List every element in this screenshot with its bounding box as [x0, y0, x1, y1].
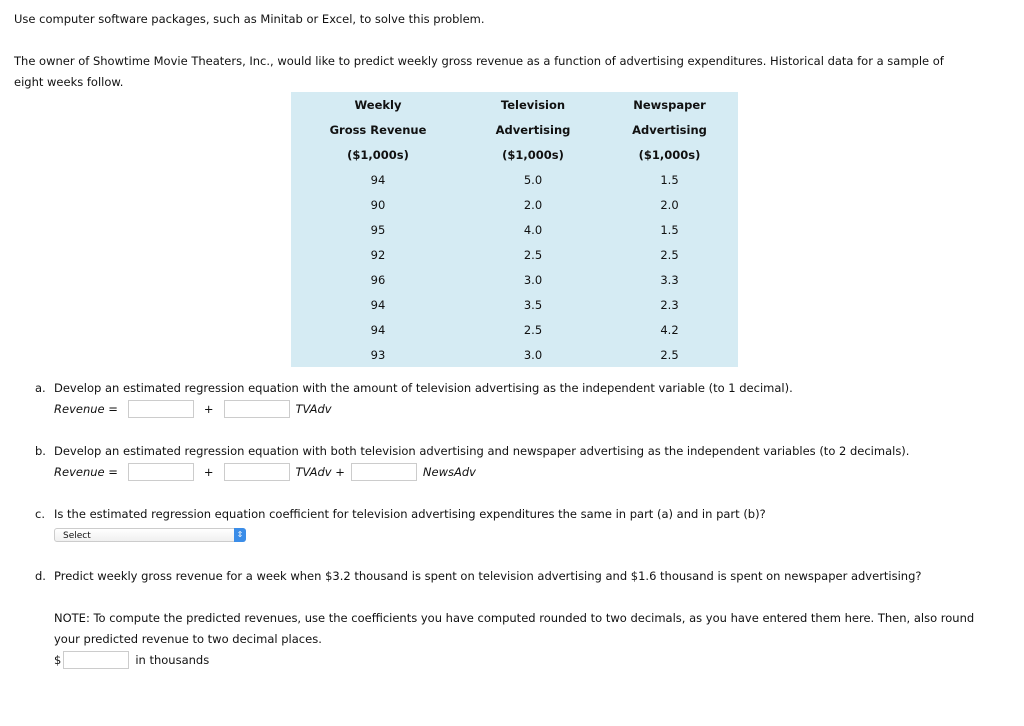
part-b-question: Develop an estimated regression equation with both television advertising and newspaper advertising as the independent variables (to 2 decimals).: [54, 444, 910, 458]
data-table: [291, 92, 738, 367]
revenue-label: Revenue =: [54, 402, 118, 416]
column-header: ($1,000s): [347, 147, 409, 162]
table-cell: 1.5: [660, 222, 679, 237]
table-cell: 95: [370, 222, 386, 237]
table-cell: 2.5: [523, 322, 543, 337]
table-row: [291, 167, 738, 192]
table-cell: 3.5: [523, 297, 543, 312]
column-header: Newspaper: [633, 97, 706, 112]
table-cell: 92: [370, 247, 386, 262]
table-cell: 4.0: [523, 222, 543, 237]
newsadv-label: NewsAdv: [422, 465, 476, 479]
answer-select[interactable]: [54, 528, 246, 542]
table-cell: 1.5: [660, 172, 679, 187]
table-cell: 2.3: [660, 297, 679, 312]
table-cell: 4.2: [660, 322, 679, 337]
part-b-letter: b.: [35, 444, 46, 458]
column-header: Gross Revenue: [329, 122, 427, 137]
table-cell: 94: [370, 172, 386, 187]
part-c-letter: c.: [35, 507, 45, 521]
a-intercept-input[interactable]: [128, 400, 194, 418]
problem-text: The owner of Showtime Movie Theaters, Inc., would like to predict weekly gross revenue as a function of advertising expenditures. Historical data for a sample of: [14, 54, 944, 68]
table-cell: 5.0: [523, 172, 543, 187]
b-tv-coefficient-input[interactable]: [224, 463, 290, 481]
part-d-letter: d.: [35, 569, 46, 583]
table-cell: 2.5: [660, 247, 679, 262]
table-row: [291, 217, 738, 242]
table-cell: 93: [370, 347, 386, 362]
column-header: Advertising: [495, 122, 571, 137]
table-cell: 94: [370, 297, 386, 312]
unit-label: in thousands: [135, 653, 210, 667]
column-header: Advertising: [632, 122, 707, 137]
note-text: NOTE: To compute the predicted revenues, use the coefficients you have computed rounded to two decimals, as you have entered them here. Then, also round: [54, 611, 975, 625]
table-row: [291, 317, 738, 342]
b-intercept-input[interactable]: [128, 463, 194, 481]
header-row: [291, 142, 738, 167]
table-cell: 3.0: [523, 272, 543, 287]
a-tv-coefficient-input[interactable]: [224, 400, 290, 418]
plus-sign: +: [203, 465, 214, 479]
b-news-coefficient-input[interactable]: [351, 463, 417, 481]
part-a-letter: a.: [35, 381, 46, 395]
tvadv-label: TVAdv: [295, 402, 332, 416]
dollar-sign: $: [54, 653, 62, 667]
plus-sign: +: [203, 402, 214, 416]
table-row: [291, 292, 738, 317]
part-c-question: Is the estimated regression equation coefficient for television advertising expenditures the same in part (a) and in part (b)?: [54, 507, 766, 521]
part-a-question: Develop an estimated regression equation with the amount of television advertising as the independent variable (to 1 decimal).: [54, 381, 793, 395]
table-cell: 3.0: [523, 347, 543, 362]
table-cell: 2.0: [660, 197, 679, 212]
select-value: Select: [63, 531, 91, 541]
header-row: [291, 117, 738, 142]
table-cell: 2.0: [523, 197, 543, 212]
table-row: [291, 267, 738, 292]
note-text-2: your predicted revenue to two decimal places.: [54, 632, 322, 646]
table-cell: 94: [370, 322, 386, 337]
predicted-revenue-input[interactable]: [63, 651, 129, 669]
column-header: Television: [500, 97, 566, 112]
table-cell: 96: [370, 272, 386, 287]
tvadv-label: TVAdv +: [295, 465, 345, 479]
column-header: ($1,000s): [502, 147, 564, 162]
revenue-label: Revenue =: [54, 465, 118, 479]
table-row: [291, 242, 738, 267]
table-cell: 3.3: [660, 272, 679, 287]
chevron-updown-icon: ⇕: [234, 528, 246, 542]
table-cell: 2.5: [523, 247, 543, 262]
table-row: [291, 192, 738, 217]
table-cell: 90: [370, 197, 386, 212]
problem-text-2: eight weeks follow.: [14, 75, 124, 89]
table-row: [291, 342, 738, 367]
header-row: [291, 92, 738, 117]
part-d-question: Predict weekly gross revenue for a week when $3.2 thousand is spent on television advertising and $1.6 thousand is spent on newspaper advertising?: [54, 569, 922, 583]
column-header: Weekly: [354, 97, 402, 112]
intro-text: Use computer software packages, such as Minitab or Excel, to solve this problem.: [14, 12, 485, 26]
table-cell: 2.5: [660, 347, 679, 362]
column-header: ($1,000s): [638, 147, 701, 162]
